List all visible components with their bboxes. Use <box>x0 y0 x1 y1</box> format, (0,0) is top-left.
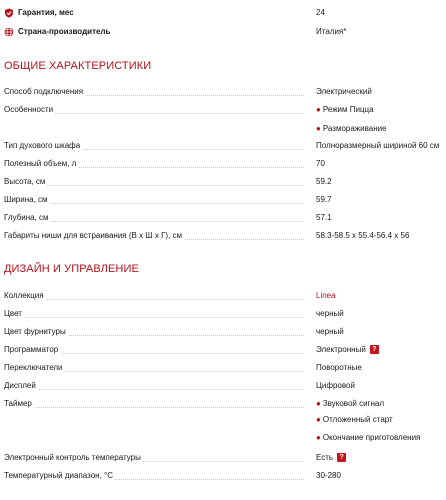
spec-row: Способ подключения Электрический <box>4 87 372 96</box>
warranty-row <box>0 5 446 23</box>
spec-row: Цвет черный <box>4 309 344 318</box>
spec-row: Тип духового шкафа Полноразмерный шириной 60 см <box>4 141 440 150</box>
bullet-icon: ● <box>316 124 321 133</box>
spec-row: Особенности ● Режим Пицца <box>4 105 374 114</box>
spec-extra: ● Окончание приготовления <box>316 433 421 442</box>
general-section-title: ОБЩИЕ ХАРАКТЕРИСТИКИ <box>4 60 152 72</box>
bullet-icon: ● <box>316 105 321 114</box>
spec-row: Глубина, см 57.1 <box>4 213 332 222</box>
help-icon[interactable]: ? <box>370 345 379 354</box>
warranty-label: Гарантия, мес <box>18 8 74 17</box>
shield-check-icon <box>4 8 14 18</box>
country-value: Италия* <box>316 27 347 36</box>
spec-row: Дисплей Цифровой <box>4 381 355 390</box>
spec-row: Ширина, см 59.7 <box>4 195 332 204</box>
design-section-title: ДИЗАЙН И УПРАВЛЕНИЕ <box>4 263 139 275</box>
spec-row: Коллекция Linea <box>0 288 446 306</box>
help-icon[interactable]: ? <box>337 453 346 462</box>
spec-row: Полезный объем, л 70 <box>4 159 325 168</box>
bullet-icon: ● <box>316 433 321 442</box>
spec-extra: ● Размораживание <box>316 124 387 133</box>
spec-row: Высота, см 59.2 <box>4 177 332 186</box>
country-label: Страна-производитель <box>18 27 111 36</box>
warranty-value: 24 <box>316 8 325 17</box>
spec-row: Температурный диапазон, °C 30-280 <box>4 471 341 480</box>
spec-row: Цвет фурнитуры черный <box>4 327 344 336</box>
spec-row: Габариты ниши для встраивания (В х Ш х Г), см 58.3-58.5 x 55.4-56.4 x 56 <box>4 231 410 240</box>
bullet-icon: ● <box>316 415 321 424</box>
spec-extra: ● Отложенный старт <box>316 415 393 424</box>
globe-icon <box>4 27 14 37</box>
collection-link[interactable]: Linea <box>316 291 336 300</box>
spec-row: Таймер ● Звуковой сигнал <box>4 399 385 408</box>
country-row <box>0 24 446 42</box>
spec-row: Программатор Электронный ? <box>0 342 446 360</box>
bullet-icon: ● <box>316 399 321 408</box>
spec-row: Электронный контроль температуры Есть ? <box>0 450 446 468</box>
spec-row: Переключатели Поворотные <box>4 363 362 372</box>
